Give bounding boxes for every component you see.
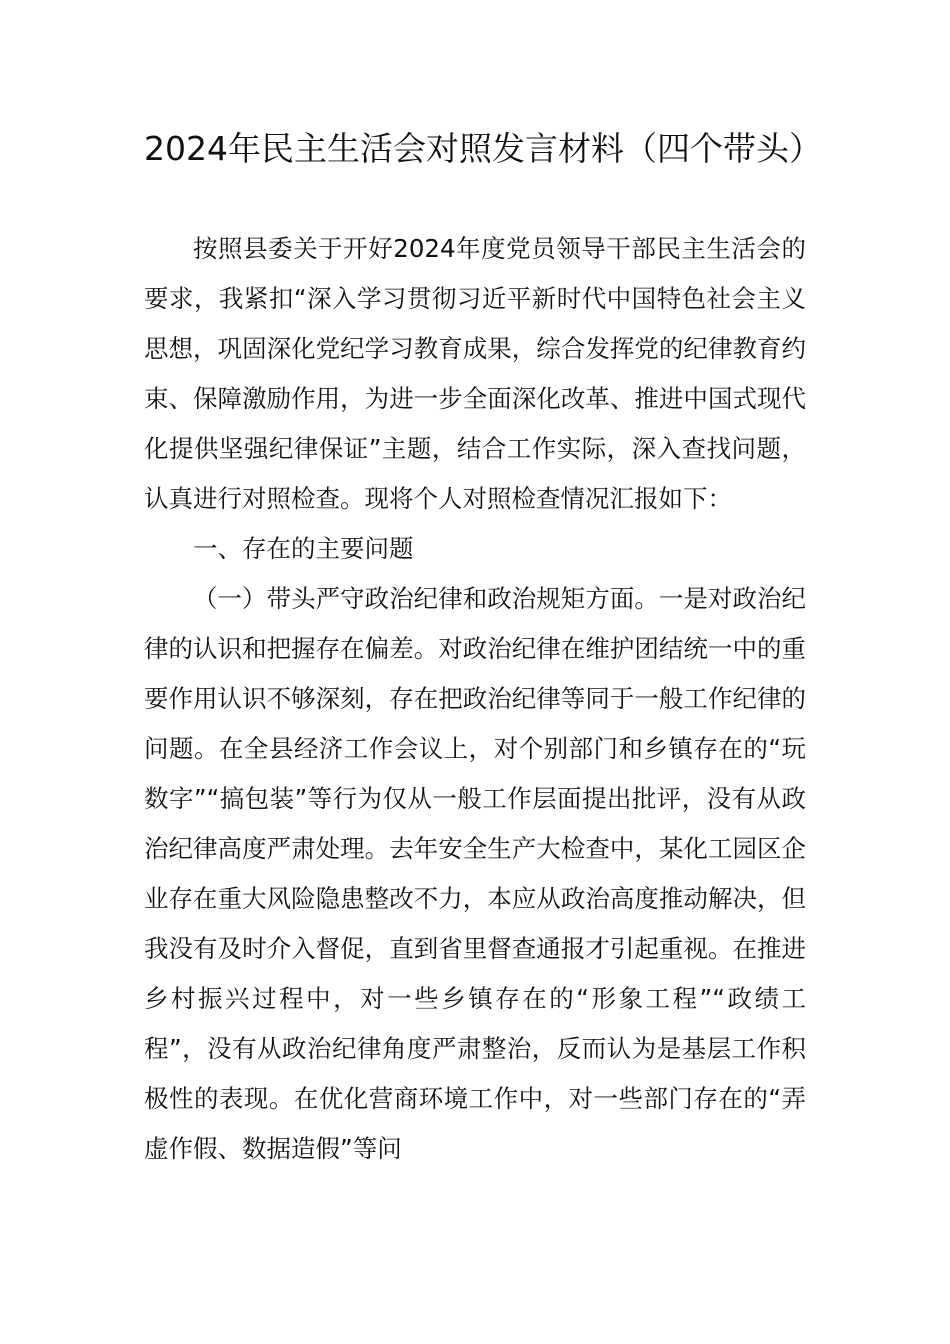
document-body (144, 224, 806, 1174)
document-title: 2024年民主生活会对照发言材料（四个带头） (144, 129, 822, 168)
subsection-paragraph: （一）带头严守政治纪律和政治规矩方面。一是对政治纪律的认识和把握存在偏差。对政治纪律在维护团结统一中的重要作用认识不够深刻，存在把政治纪律等同于一般工作纪律的问题。在全县经济工作会议上，对个别部门和乡镇存在的“玩数字”“搞包装”等行为仅从一般工作层面提出批评，没有从政治纪律高度严肃处理。去年安全生产大检查中，某化工园区企业存在重大风险隐患整改不力，本应从政治高度推动解决，但我没有及时介入督促，直到省里督查通报才引起重视。在推进乡村振兴过程中，对一些乡镇存在的“形象工程”“政绩工程”，没有从政治纪律角度严肃整治，反而认为是基层工作积极性的表现。在优化营商环境工作中，对一些部门存在的“弄虚作假、数据造假”等问 (144, 584, 806, 1163)
section-heading: 一、存在的主要问题 (193, 534, 414, 563)
intro-paragraph: 按照县委关于开好2024年度党员领导干部民主生活会的要求，我紧扣“深入学习贯彻习近平新时代中国特色社会主义思想，巩固深化党纪学习教育成果，综合发挥党的纪律教育约束、保障激励作用，为进一步全面深化改革、推进中国式现代化提供坚强纪律保证”主题，结合工作实际，深入查找问题，认真进行对照检查。现将个人对照检查情况汇报如下： (144, 234, 806, 513)
